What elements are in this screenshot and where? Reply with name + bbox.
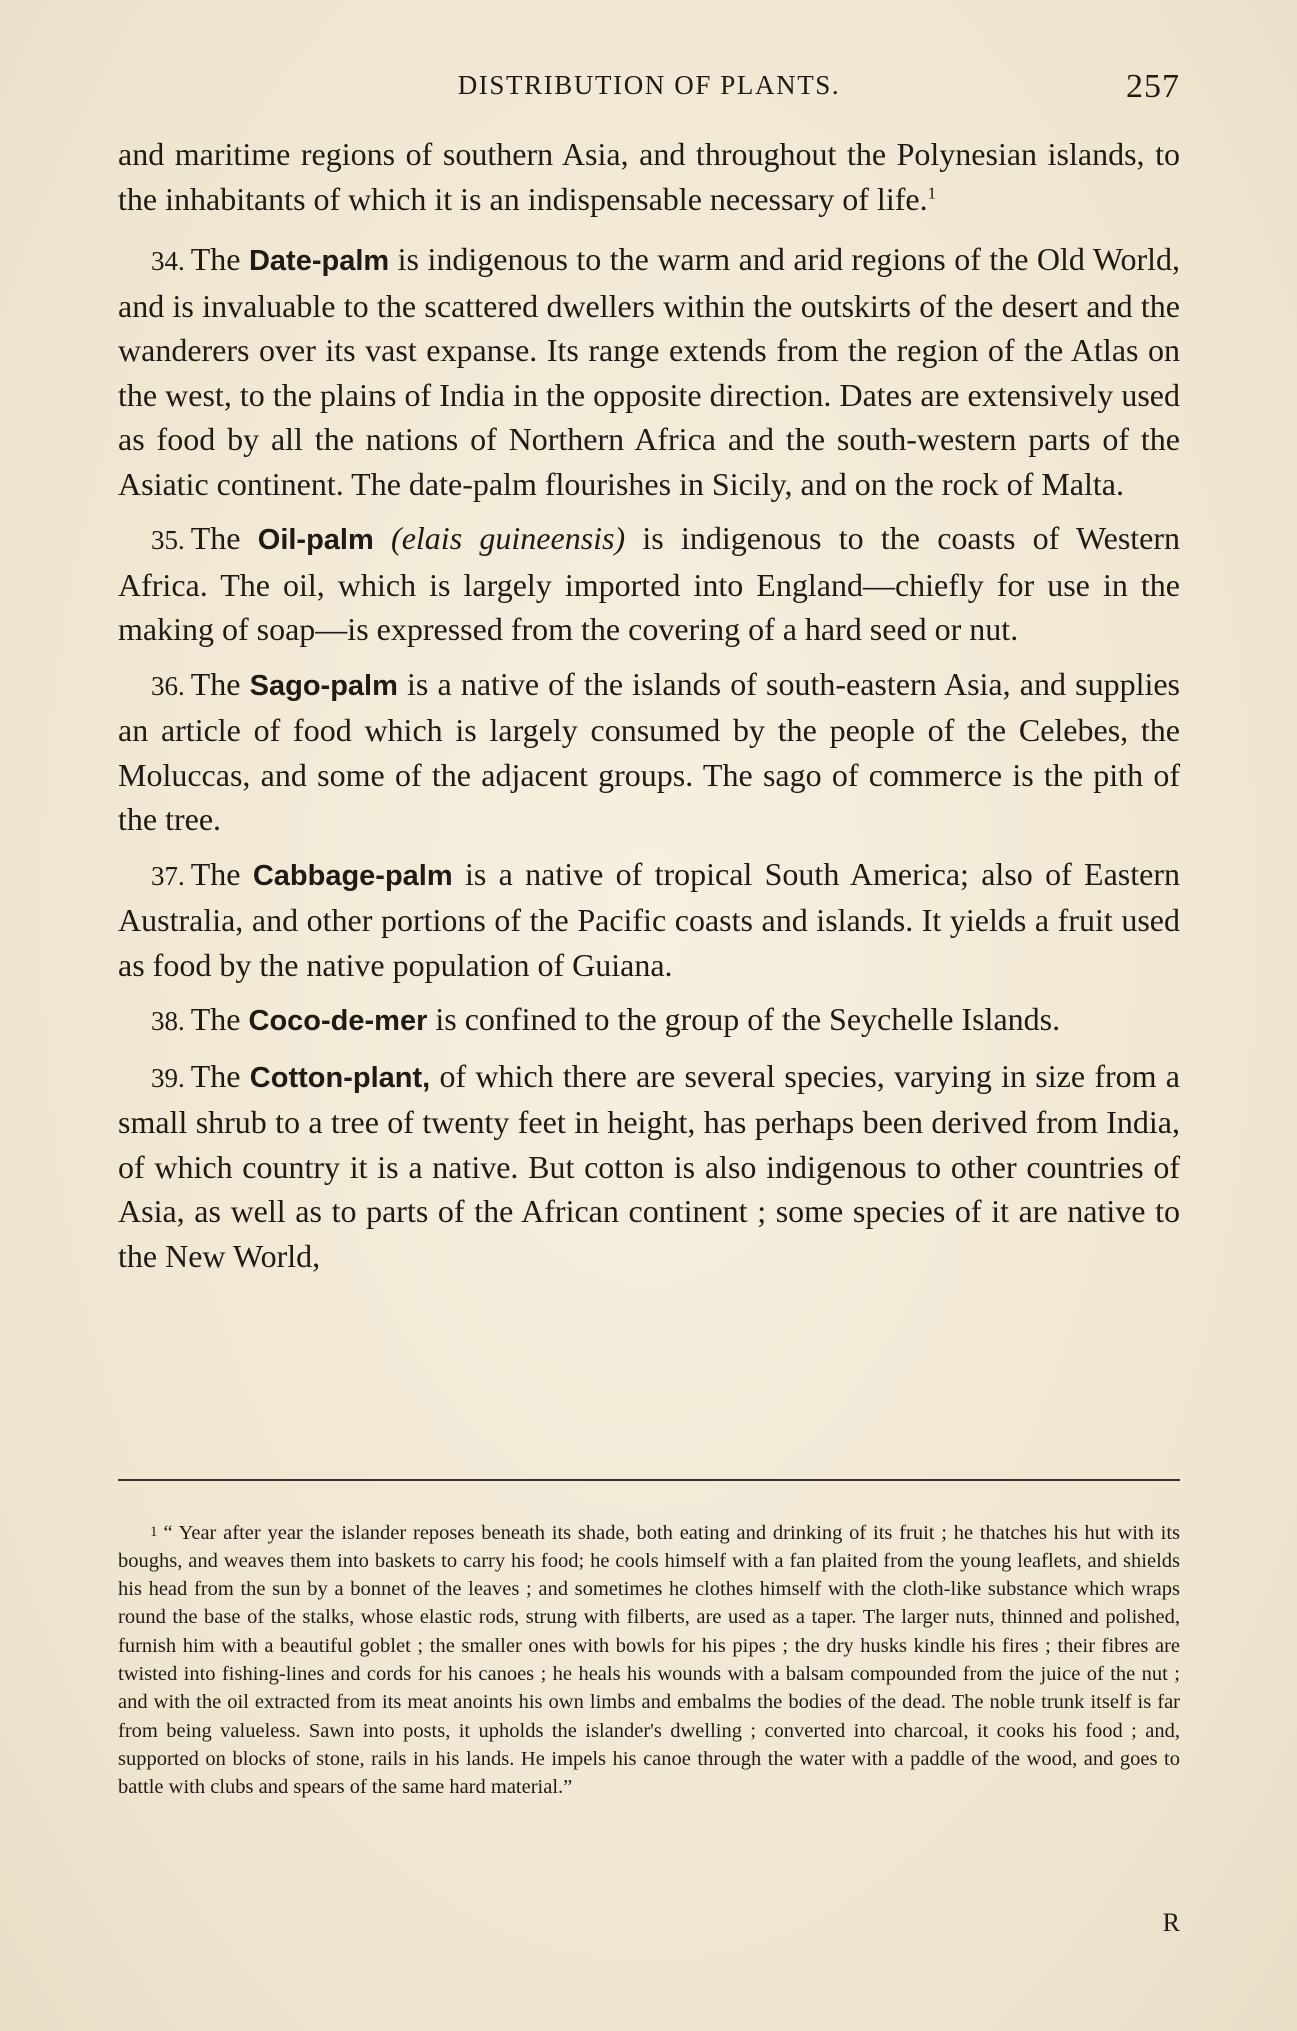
footnote-reference: 1	[927, 182, 937, 202]
footnote-divider	[118, 1479, 1180, 1481]
scientific-name: (elais guineensis)	[391, 520, 626, 556]
paragraph-38	[118, 997, 1180, 1044]
paragraph-number: 36.	[151, 670, 185, 701]
term-cotton-plant: Cotton-plant,	[249, 1061, 431, 1094]
intro-paragraph	[118, 132, 1180, 221]
paragraph-39	[118, 1054, 1180, 1279]
paragraph-text: is confined to the group of the Seychelle Islands.	[427, 1001, 1061, 1037]
paragraph-number: 37.	[151, 860, 185, 891]
paragraph-text: of which there are several species, varying in size from a small shrub to a tree of twenty feet in height, has perhaps been derived from India, of which country it is a native. But cotton is also indigenous to other countries of Asia, as well as to parts of the African continent ; some species of it are native to the New World,	[118, 1057, 1181, 1274]
paragraph-number: 38.	[151, 1006, 185, 1036]
page-number: 257	[1126, 68, 1180, 105]
article: The	[190, 1057, 241, 1094]
term-date-palm: Date-palm	[248, 245, 390, 277]
footnote-marker: 1	[150, 1523, 158, 1540]
paragraph-text: is a native of the islands of south-eastern Asia, and supplies an article of food which is largely consumed by the people of the Celebes, the Moluccas, and some of the adjacent groups. The sago of commerce is the pith of the tree.	[118, 665, 1181, 837]
article: The	[190, 855, 241, 892]
article: The	[190, 520, 241, 556]
paragraph-number: 39.	[151, 1062, 185, 1093]
paragraph-number: 35.	[151, 525, 185, 555]
article: The	[190, 665, 241, 702]
body-text	[118, 132, 1180, 1288]
printer-signature-mark: R	[1162, 1908, 1180, 1937]
footnote-text: “ Year after year the islander reposes beneath its shade, both eating and drinking of its fruit ; he thatches his hut with its boughs, and weaves them into baskets to carry his food; he cools himself with a fan plaited from the young leaflets, and shields his head from the sun by a bonnet of the leaves ; and sometimes he clothes himself with the cloth-like substance which wraps round the base of the stalks, whose elastic rods, strung with filberts, are used as a taper. The larger nuts, thinned and polished, furnish him with a beautiful goblet ; the smaller ones with bowls for his pipes ; the dry husks kindle his fires ; their fibres are twisted into fishing-lines and cords for his canoes ; he heals his wounds with a balsam compounded from the juice of the nut ; and with the oil extracted from its meat anoints his own limbs and embalms the bodies of the dead. The noble trunk itself is far from being valueless. Sawn into posts, it upholds the islander's dwelling ; converted into charcoal, it cooks his food ; and, supported on blocks of stone, rails in his lands. He impels his canoe through the water with a paddle of the wood, and goes to battle with clubs and spears of the same hard material.”	[118, 1521, 1180, 1799]
paragraph-text: is a native of tropical South America; also of Eastern Australia, and other portions of the Pacific coasts and islands. It yields a fruit used as food by the native population of Guiana.	[118, 855, 1181, 983]
intro-text: and maritime regions of southern Asia, and throughout the Polynesian islands, to the inhabitants of which it is an indispensable necessary of life.	[118, 136, 1180, 217]
paragraph-34	[118, 237, 1180, 506]
running-head	[118, 62, 1180, 112]
term-coco-de-mer: Coco-de-mer	[248, 1005, 428, 1037]
paragraph-35	[118, 516, 1180, 652]
footnote	[118, 1518, 1180, 1802]
paragraph-text: is indigenous to the warm and arid regions of the Old World, and is invaluable to the scattered dwellers within the outskirts of the desert and the wanderers over its vast expanse. Its range extends from the region of the Atlas on the west, to the plains of India in the opposite direction. Dates are extensively used as food by all the nations of Northern Africa and the south-western parts of the Asiatic continent. The date-palm flourishes in Sicily, and on the rock of Malta.	[118, 241, 1181, 502]
term-cabbage-palm: Cabbage-palm	[252, 859, 453, 892]
paragraph-text: is indigenous to the coasts of Western Africa. The oil, which is largely imported into England—chiefly for use in the making of soap—is expressed from the covering of a hard seed or nut.	[118, 520, 1181, 647]
article: The	[190, 241, 241, 277]
term-oil-palm: Oil-palm	[257, 524, 374, 556]
paragraph-36	[118, 662, 1180, 842]
paragraph-number: 34.	[151, 246, 185, 276]
paragraph-37	[118, 852, 1180, 988]
article: The	[190, 1001, 241, 1037]
running-title: DISTRIBUTION OF PLANTS.	[457, 70, 841, 100]
term-sago-palm: Sago-palm	[249, 669, 398, 702]
